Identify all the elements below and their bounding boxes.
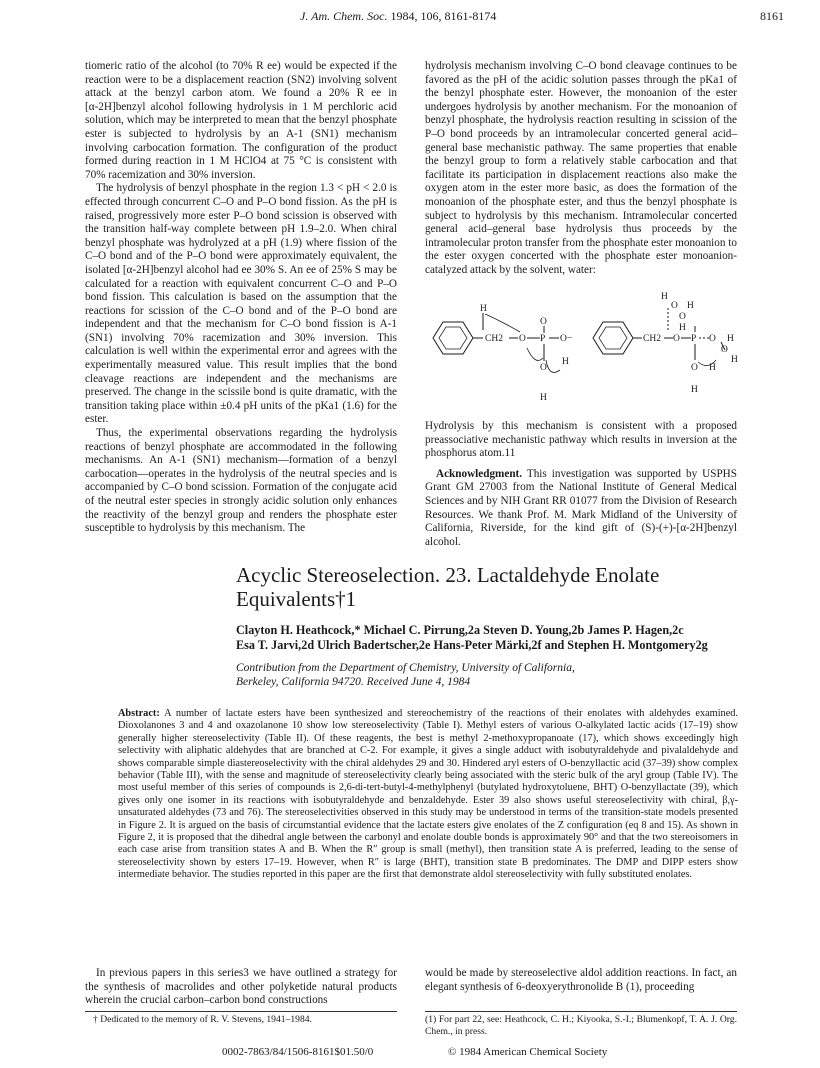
scheme-right-label: O	[671, 301, 678, 311]
article-title	[236, 563, 756, 611]
right-column	[425, 60, 737, 278]
intro-left	[85, 967, 397, 1008]
affiliation	[236, 661, 756, 689]
mechanism-scheme	[425, 286, 740, 404]
copyright-notice: © 1984 American Chemical Society	[448, 1046, 608, 1058]
journal-citation	[300, 9, 496, 24]
footnote-dedication: † Dedicated to the memory of R. V. Stevens, 1941–1984.	[93, 1014, 312, 1025]
scheme-right-label: H	[661, 292, 668, 302]
scheme-left-label: H	[480, 304, 487, 314]
scheme-right-label: H	[709, 363, 716, 373]
scheme-left-label: CH2	[485, 334, 503, 344]
scheme-left-label: H	[562, 357, 569, 367]
scheme-left-label: H	[540, 393, 547, 403]
intro-para-left: In previous papers in this series3 we have outlined a strategy for the synthesis of macrolides and other polyketide natural products wherein the crucial carbon–carbon bond constructions	[85, 967, 397, 1007]
scheme-right-label: O	[673, 334, 680, 344]
scheme-left-label: O−	[560, 334, 573, 344]
author-list	[236, 623, 796, 653]
scheme-left-label: O	[540, 363, 547, 373]
left-para-2: The hydrolysis of benzyl phosphate in the region 1.3 < pH < 2.0 is effected through concurrent C–O and P–O bond fission. As the pH is raised, progressively more ester P–O bond scission is observed with the transition half-way complete between pH 1.9–2.0. When chiral benzyl phosphate was hydrolyzed at a pH (1.9) where fission of the C–O bond and of the P–O bond were approximately equivalent, the isolated [α-2H]benzyl alcohol had ee 30% S. An ee of 25% S may be calculated for a reaction with equivalent concurrent C–O and P–O bond fission. This calculation is based on the assumption that the reactions for scission of the C–O bond and of the P–O bond are independent and that the mechanism for C–O bond fission is A-1 (SN1) involving 70% racemization and 30% inversion. This calculation is well within the experimental error and agrees with the experimentally measured value. This result implies that the bond cleavage reactions are independent and the mechanisms are preserved. The change in the scissile bond is quite dramatic, with the transition taking place within ±0.4 pH units of the pKa1 (1.6) for the ester.	[85, 182, 397, 426]
scheme-left-label: P	[540, 334, 546, 344]
journal-name: J. Am. Chem. Soc.	[300, 9, 388, 23]
scheme-right-label: CH2	[643, 334, 661, 344]
left-column	[85, 60, 397, 536]
title-line-2: Equivalents†1	[236, 587, 357, 611]
scheme-right-label: H	[727, 334, 734, 344]
ack-text: This investigation was supported by USPHS Grant GM 27003 from the National Institute of General Medical Sciences and by NIH Grant RR 01077 from the Division of Research Resources. We thank Prof. M. Mark Midland of the University of California, Riverside, for the kind gift of (S)-(+)-[α-2H]benzyl alcohol.	[425, 467, 737, 548]
scheme-right-label: H	[731, 355, 738, 365]
right-para-1: hydrolysis mechanism involving C–O bond cleavage continues to be favored as the pH of the acidic solution passes through the pKa1 of the benzyl phosphate ester. However, the monoanion of the ester undergoes hydrolysis by another mechanism. For the monoanion of benzyl phosphate, the hydrolysis reaction resulting in scission of the P–O bond proceeds by an intramolecular concerted general acid–general base mechanistic pathway. The same properties that enable the benzyl group to form a relatively stable carbocation and that facilitate its participation in displacement reactions also make the oxygen atom in the ester more basic, as does the formation of the monoanion of the phosphate ester, and thus the benzyl phosphate is subject to hydrolysis by this mechanism. Intramolecular concerted general acid–general base hydrolysis thus proceeds by the intramolecular proton transfer from the phosphate ester monoanion to the ester oxygen concerted with the phosphate ester monoanion-catalyzed attack by the solvent, water:	[425, 60, 737, 276]
authors-line-1: Clayton H. Heathcock,* Michael C. Pirrung,2a Steven D. Young,2b James P. Hagen,2c	[236, 623, 684, 637]
scheme-left-label: O	[519, 334, 526, 344]
scheme-right-label: O	[679, 312, 686, 322]
footnote-rule-right	[425, 1011, 737, 1012]
running-header	[0, 9, 820, 25]
scheme-right-label: O	[709, 334, 716, 344]
article-code: 0002-7863/84/1506-8161$01.50/0	[222, 1046, 374, 1058]
scheme-left-label: O	[540, 317, 547, 327]
scheme-right-label: H	[691, 385, 698, 395]
affiliation-line-2: Berkeley, California 94720. Received June 4, 1984	[236, 676, 471, 688]
abstract-label: Abstract:	[118, 708, 160, 719]
footnote-reference: (1) For part 22, see: Heathcock, C. H.; Kiyooka, S.-I.; Blumenkopf, T. A. J. Org. Chem., in press.	[425, 1014, 737, 1037]
title-line-1: Acyclic Stereoselection. 23. Lactaldehyde Enolate	[236, 563, 660, 587]
journal-volume: 1984, 106, 8161-8174	[390, 9, 497, 23]
affiliation-line-1: Contribution from the Department of Chemistry, University of California,	[236, 662, 575, 674]
abstract	[118, 708, 738, 882]
scheme-right-label: P	[691, 334, 697, 344]
page-number: 8161	[760, 9, 784, 23]
scheme-right-label: O	[721, 345, 728, 355]
intro-para-right: would be made by stereoselective aldol addition reactions. In fact, an elegant synthesis of 6-deoxyerythronolide B (1), proceeding	[425, 967, 737, 993]
authors-line-2: Esa T. Jarvi,2d Ulrich Badertscher,2e Hans-Peter Märki,2f and Stephen H. Montgomery2g	[236, 638, 708, 652]
scheme-right-label: H	[687, 301, 694, 311]
right-para-2: Hydrolysis by this mechanism is consistent with a proposed preassociative mechanistic pathway which results in inversion at the phosphorus atom.11	[425, 420, 737, 460]
right-column-continued	[425, 420, 737, 549]
intro-right	[425, 967, 737, 994]
footnote-rule-left	[85, 1011, 397, 1012]
acknowledgment	[425, 468, 737, 550]
scheme-right-label: O	[691, 363, 698, 373]
left-para-1: tiomeric ratio of the alcohol (to 70% R ee) would be expected if the reaction were to be a displacement reaction (SN2) involving solvent attack at the benzyl carbon atom. We found a 20% R ee in [α-2H]benzyl alcohol following hydrolysis in 1 M perchloric acid solution, which may be interpreted to mean that the benzyl phosphate ester is subjected to hydrolysis by an A-1 (SN1) mechanism involving carbocation formation. The configuration of the product formed during reaction in 1 M HClO4 at 75 °C is consistent with 70% racemization and 30% inversion.	[85, 60, 397, 181]
left-para-3: Thus, the experimental observations regarding the hydrolysis reactions of benzyl phosphate are accommodated in the following mechanisms. An A-1 (SN1) mechanism—formation of a benzyl carbocation—operates in the hydrolysis of the neutral species and is accompanied by C–O bond scission. Formation of the conjugate acid of the neutral ester species in strongly acidic solution only enhances the reactivity of the benzyl group and renders the phosphate ester susceptible to hydrolysis by this mechanism. The	[85, 427, 397, 535]
ack-label: Acknowledgment.	[436, 467, 523, 480]
scheme-right-label: H	[679, 323, 686, 333]
abstract-text: A number of lactate esters have been synthesized and stereochemistry of the reactions of their enolates with aldehydes examined. Dioxolanones 3 and 4 and oxazolanone 10 show low stereoselectivity (Table I). Methyl esters of various O-alkylated lactic acids (17–19) show generally higher stereoselectivity (Table II). Of these reagents, the best is methyl 2-methoxypropanoate (17), which shows exceedingly high selectivity with aliphatic aldehydes that are branched at C-2. For example, it gives a single adduct with isobutyraldehyde and pivalaldehyde and shows comparable simple diastereoselectivity with the chiral aldehydes 29 and 30. Hindered aryl esters of O-benzyllactic acid (37–39) show complex behavior (Table III), with the sense and magnitude of stereoselectivity clearly being associated with the steric bulk of the aryl group (Table IV). The most useful member of this series of compounds is 2,6-di-tert-butyl-4-methylphenyl (butylated hydroxytoluene, BHT) O-benzyllactate (39), which gives only one isomer in its reactions with isobutyraldehyde and benzaldehyde. Ester 39 also shows useful stereoselectivity with chiral, β,γ-unsaturated aldehydes (73 and 76). The stereoselectivities observed in this study may be understood in terms of the transition-state models presented in Figure 2. It is argued on the basis of circumstantial evidence that the lactate esters give enolates of the Z configuration (eq 8 and 15). As shown in Figure 2, it is proposed that the dihedral angle between the carbonyl and enolate double bonds is approximately 90° and that the two stereoisomers in each case arise from transition states A and B. When the R″ group is small (methyl), then transition state A is preferred, leading to the sense of stereoselectivity shown by esters 17–19. However, when R″ is large (BHT), transition state B predominates. The DMP and DIPP esters show intermediate behavior. The studies reported in this paper are the first that demonstrate aldol stereoselectivity with fully substituted enolates.	[118, 708, 738, 881]
